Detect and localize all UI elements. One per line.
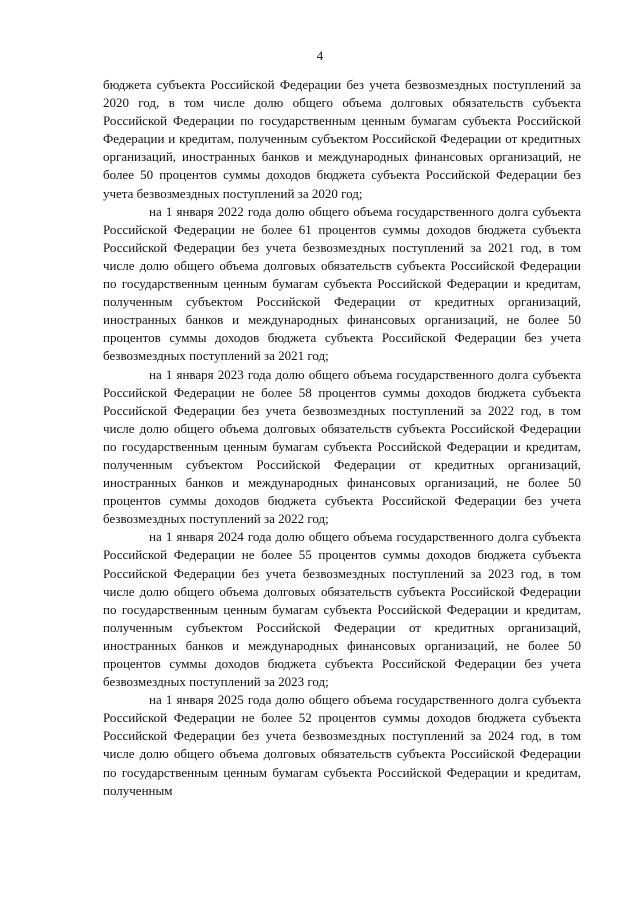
paragraph-2024: на 1 января 2024 года долю общего объема государственного долга субъекта Российской Федерации не более 55 процентов суммы доходов бюджета субъекта Российской Федерации без учета безвозмездных поступлений за 2023 год, в том числе долю общего объема долговых обязательств субъекта Российской Федерации по государственным ценным бумагам субъекта Российской Федерации и кредитам, полученным субъектом Российской Федерации от кредитных организаций, иностранных банков и международных финансовых организаций, не более 50 процентов суммы доходов бюджета субъекта Российской Федерации без учета безвозмездных поступлений за 2023 год; (103, 529, 581, 690)
paragraph-2025: на 1 января 2025 года долю общего объема государственного долга субъекта Российской Федерации не более 52 процентов суммы доходов бюджета субъекта Российской Федерации без учета безвозмездных поступлений за 2024 год, в том числе долю общего объема долговых обязательств субъекта Российской Федерации по государственным ценным бумагам субъекта Российской Федерации и кредитам, полученным (103, 692, 581, 798)
page-number: 4 (316, 48, 324, 63)
paragraph-2022: на 1 января 2022 года долю общего объема государственного долга субъекта Российской Федерации не более 61 процентов суммы доходов бюджета субъекта Российской Федерации без учета безвозмездных поступлений за 2021 год, в том числе долю общего объема долговых обязательств субъекта Российской Федерации по государственным ценным бумагам субъекта Российской Федерации и кредитам, полученным субъектом Российской Федерации от кредитных организаций, иностранных банков и международных финансовых организаций, не более 50 процентов суммы доходов бюджета субъекта Российской Федерации без учета безвозмездных поступлений за 2021 год; (103, 203, 581, 364)
paragraph-2023: на 1 января 2023 года долю общего объема государственного долга субъекта Российской Федерации не более 58 процентов суммы доходов бюджета субъекта Российской Федерации без учета безвозмездных поступлений за 2022 год, в том числе долю общего объема долговых обязательств субъекта Российской Федерации по государственным ценным бумагам субъекта Российской Федерации и кредитам, полученным субъектом Российской Федерации от кредитных организаций, иностранных банков и международных финансовых организаций, не более 50 процентов суммы доходов бюджета субъекта Российской Федерации без учета безвозмездных поступлений за 2022 год; (103, 366, 581, 527)
document-body (103, 76, 581, 800)
paragraph-continued: бюджета субъекта Российской Федерации без учета безвозмездных поступлений за 2020 год, в том числе долю общего объема долговых обязательств субъекта Российской Федерации по государственным ценным бумагам субъекта Российской Федерации и кредитам, полученным субъектом Российской Федерации от кредитных организаций, иностранных банков и международных финансовых организаций, не более 50 процентов суммы доходов бюджета субъекта Российской Федерации без учета безвозмездных поступлений за 2020 год; (103, 77, 581, 201)
